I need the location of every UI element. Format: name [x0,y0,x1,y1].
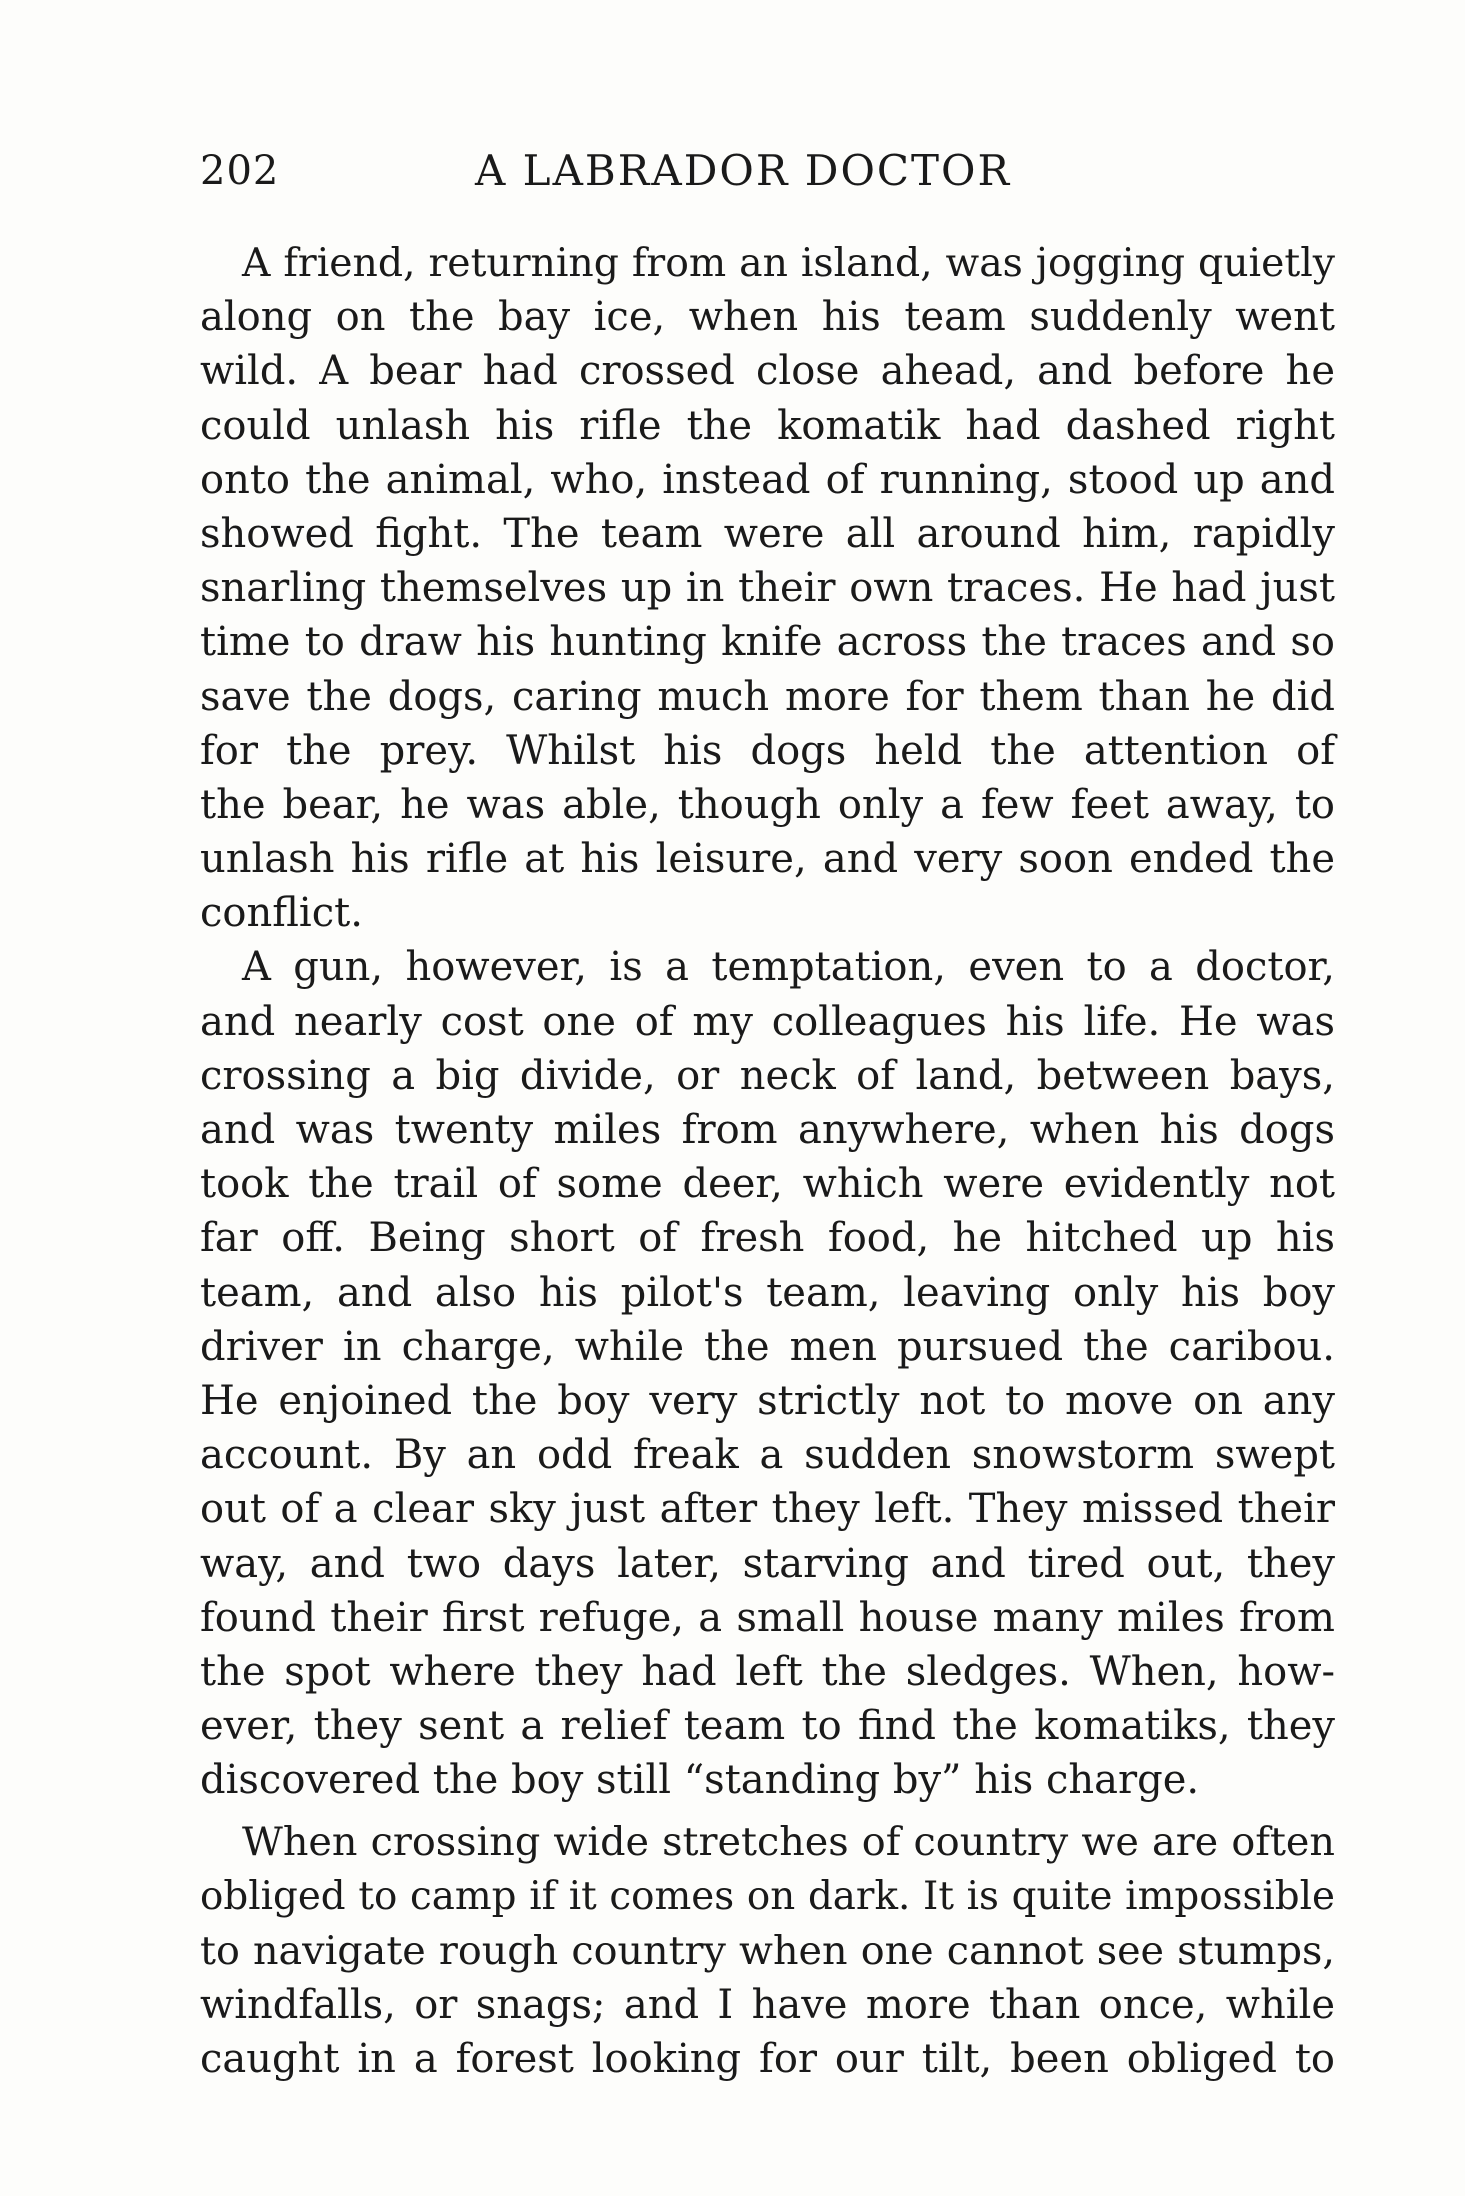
text-line: snarling themselves up in their own traces. He had just [200,565,1335,612]
text-line: the bear, he was able, though only a few feet away, to [200,781,1335,828]
text-line: save the dogs, caring much more for them than he did [200,673,1335,720]
text-line: time to draw his hunting knife across the traces and so [200,619,1335,666]
text-line: unlash his rifle at his leisure, and very soon ended the [200,836,1335,883]
text-line: driver in charge, while the men pursued the caribou. [200,1323,1335,1370]
text-line: and was twenty miles from anywhere, when his dogs [200,1107,1335,1153]
text-line: crossing a big divide, or neck of land, between bays, [200,1052,1335,1099]
book-title: A LABRADOR DOCTOR [475,146,1012,195]
body-text [200,236,1335,2086]
text-line: showed fight. The team were all around him, rapidly [200,510,1335,557]
text-line: caught in a forest looking for our tilt, been obliged to [200,2036,1335,2083]
text-line: A friend, returning from an island, was jogging quietly [242,240,1335,286]
text-line: He enjoined the boy very strictly not to move on any [200,1377,1335,1424]
text-line: windfalls, or snags; and I have more than once, while [200,1982,1335,2028]
paragraph-bear-story [200,236,1335,940]
text-line: and nearly cost one of my colleagues his life. He was [200,998,1335,1045]
text-line: obliged to camp if it comes on dark. It is quite impossible [200,1873,1335,1919]
paragraph-camping [200,1815,1335,2086]
text-line: account. By an odd freak a sudden snowstorm swept [200,1432,1335,1479]
text-line: discovered the boy still “standing by” his charge. [200,1757,1200,1804]
text-line: onto the animal, who, instead of running, stood up and [200,456,1335,503]
paragraph-gun-story [200,940,1335,1807]
text-line: A gun, however, is a temptation, even to a doctor, [242,944,1335,991]
text-line: far off. Being short of fresh food, he hitched up his [200,1215,1335,1262]
text-line: the spot where they had left the sledges. When, how- [200,1648,1335,1695]
text-line: found their first refuge, a small house many miles from [200,1594,1335,1641]
text-line: conflict. [200,890,363,937]
running-head [200,146,1335,196]
text-line: wild. A bear had crossed close ahead, and before he [200,348,1335,395]
text-line: ever, they sent a relief team to find the komatiks, they [200,1703,1335,1750]
text-line: along on the bay ice, when his team suddenly went [200,294,1335,341]
text-line: way, and two days later, starving and tired out, they [200,1540,1335,1587]
text-line: could unlash his rifle the komatik had dashed right [200,402,1335,449]
text-line: out of a clear sky just after they left. They missed their [200,1486,1335,1533]
text-line: took the trail of some deer, which were evidently not [200,1161,1335,1208]
page-number: 202 [200,148,280,194]
text-line: for the prey. Whilst his dogs held the attention of [200,727,1335,774]
text-line: When crossing wide stretches of country we are often [242,1819,1335,1866]
text-line: to navigate rough country when one cannot see stumps, [200,1927,1335,1974]
text-line: team, and also his pilot's team, leaving only his boy [200,1269,1335,1316]
